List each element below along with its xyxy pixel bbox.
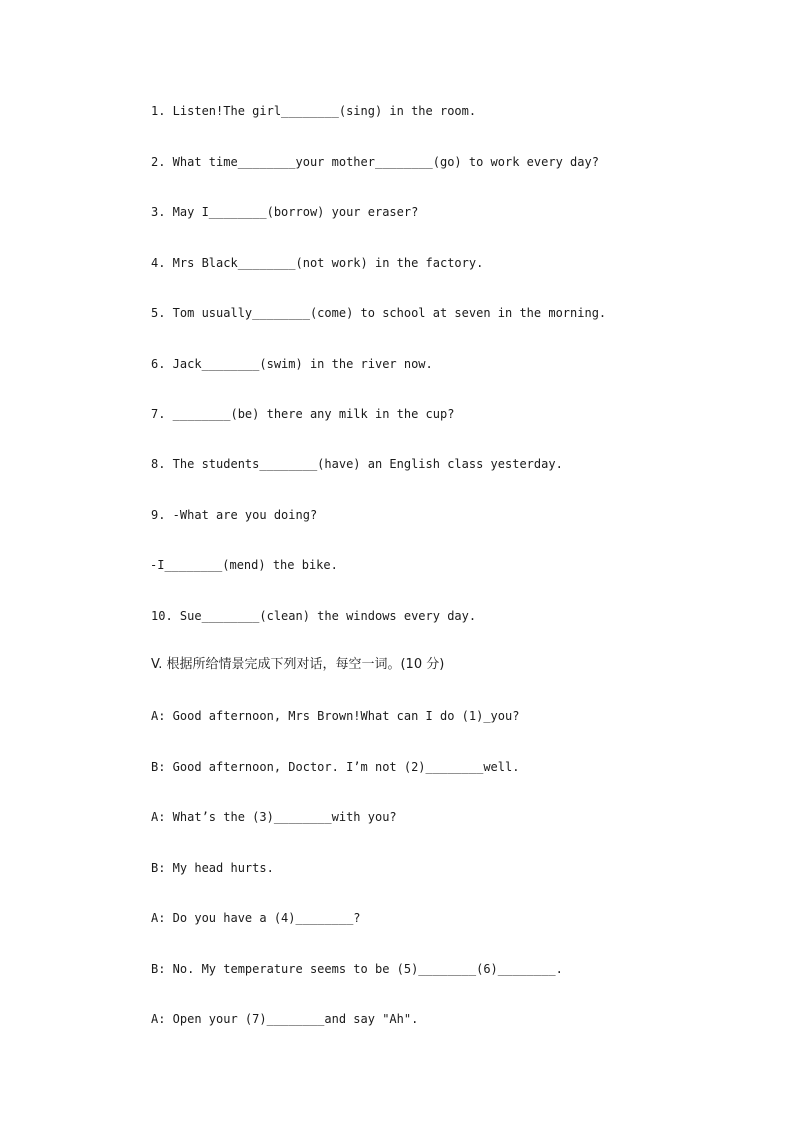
dialogue-line-1: A: Good afternoon, Mrs Brown!What can I do (1)_you? (151, 709, 520, 723)
question-8: 8. The students________(have) an English class yesterday. (151, 457, 563, 471)
dialogue-line-4: B: My head hurts. (151, 861, 274, 875)
question-4: 4. Mrs Black________(not work) in the factory. (151, 256, 484, 270)
question-1: 1. Listen!The girl________(sing) in the room. (151, 104, 477, 118)
dialogue-line-6: B: No. My temperature seems to be (5)________(6)________. (151, 962, 563, 976)
section-v-heading: V. 根据所给情景完成下列对话，每空一词。(10 分) (151, 657, 445, 672)
dialogue-line-7: A: Open your (7)________and say "Ah". (151, 1012, 419, 1026)
question-3: 3. May I________(borrow) your eraser? (151, 205, 419, 219)
question-9: 9. -What are you doing? (151, 508, 318, 522)
question-7: 7. ________(be) there any milk in the cup? (151, 407, 455, 421)
question-2: 2. What time________your mother________(go) to work every day? (151, 155, 599, 169)
dialogue-line-5: A: Do you have a (4)________? (151, 911, 361, 925)
question-9-answer: -I________(mend) the bike. (150, 558, 338, 572)
question-10: 10. Sue________(clean) the windows every day. (151, 609, 477, 623)
dialogue-line-3: A: What’s the (3)________with you? (151, 810, 397, 824)
question-5: 5. Tom usually________(come) to school at seven in the morning. (151, 306, 607, 320)
question-6: 6. Jack________(swim) in the river now. (151, 357, 433, 371)
dialogue-line-2: B: Good afternoon, Doctor. I’m not (2)________well. (151, 760, 520, 774)
